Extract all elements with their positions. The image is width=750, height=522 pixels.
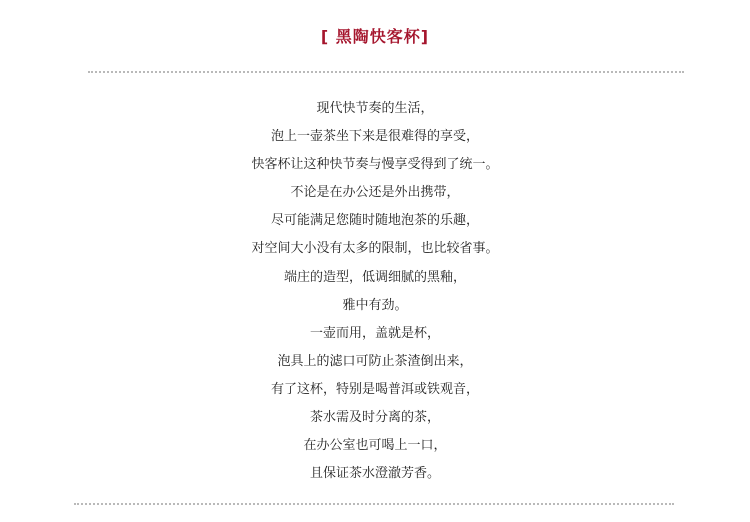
description-line: 一壶而用，盖就是杯，	[309, 325, 440, 341]
description-line: 不论是在办公还是外出携带，	[290, 185, 460, 201]
description-line: 在办公室也可喝上一口，	[303, 438, 447, 454]
description-line: 泡具上的滤口可防止茶渣倒出来，	[277, 353, 473, 369]
description-line: 尽可能满足您随时随地泡茶的乐趣，	[270, 213, 479, 229]
description-line: 现代快节奏的生活，	[316, 101, 434, 116]
description-line: 泡上一壶茶坐下来是很难得的享受，	[270, 129, 479, 145]
product-description	[0, 95, 750, 488]
description-line: 端庄的造型，低调细腻的黑釉，	[283, 269, 466, 285]
description-line: 有了这杯，特别是喝普洱或铁观音，	[270, 381, 479, 397]
description-line: 雅中有劲。	[342, 297, 408, 313]
section-title: [ 黑陶快客杯]	[320, 27, 430, 46]
description-line: 快客杯让这种快节奏与慢享受得到了统一。	[251, 157, 499, 173]
description-line: 且保证茶水澄澈芳香。	[309, 466, 440, 482]
description-line: 对空间大小没有太多的限制，也比较省事。	[251, 241, 499, 257]
top-dotted-divider	[88, 71, 684, 73]
description-line: 茶水需及时分离的茶，	[309, 410, 440, 426]
bottom-dotted-divider	[74, 503, 674, 505]
